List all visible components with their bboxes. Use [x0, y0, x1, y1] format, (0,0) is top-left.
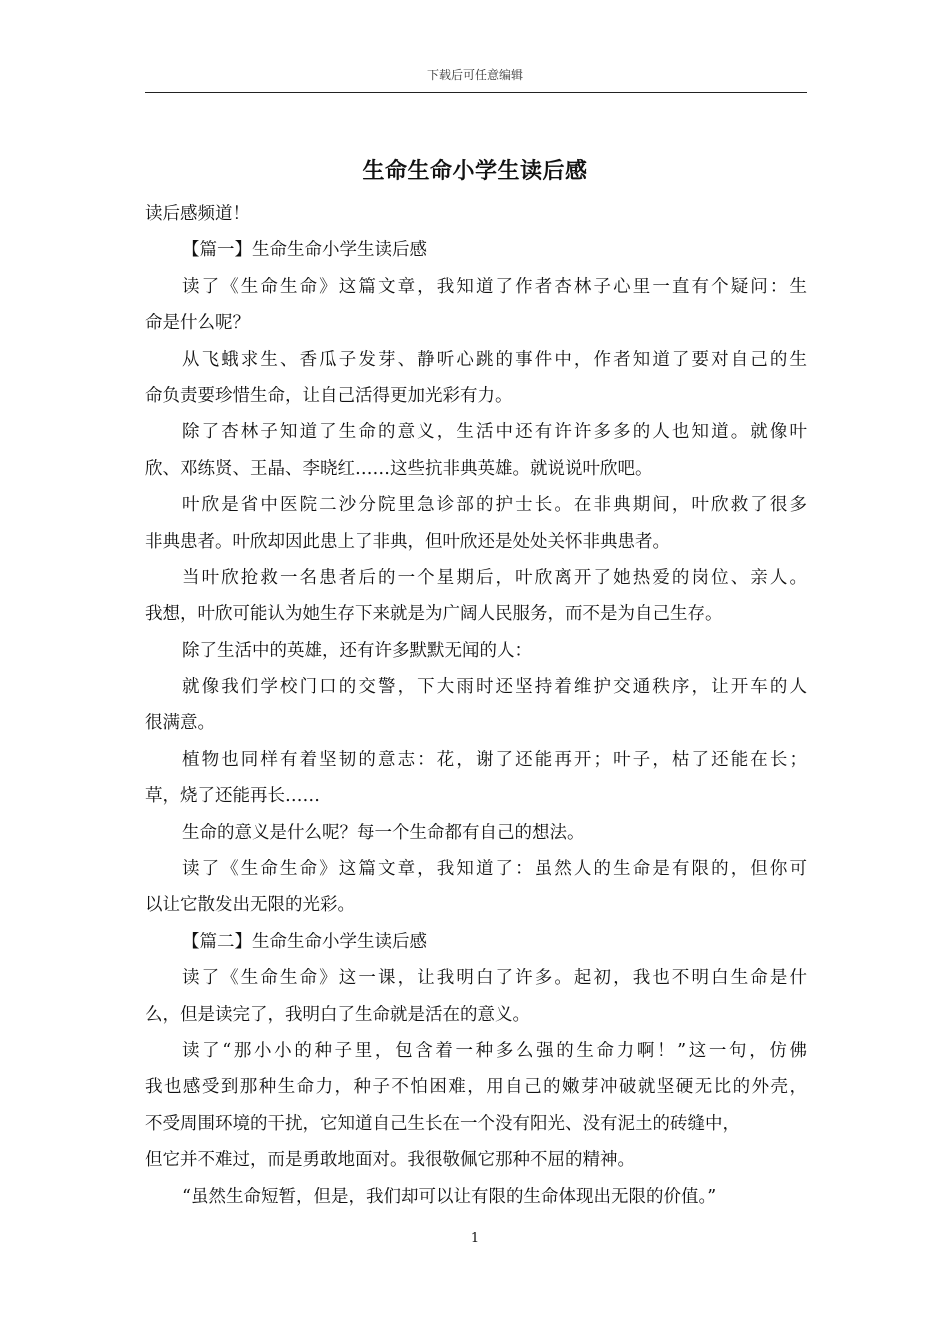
text-line: 以让它散发出无限的光彩。: [145, 895, 355, 916]
text-line: 读后感频道！: [145, 204, 250, 224]
text-line: 欣、邓练贤、王晶、李晓红……这些抗非典英雄。就说说叶欣吧。: [145, 458, 653, 479]
text-line: 草，烧了还能再长……: [145, 786, 320, 807]
text-line: 命是什么呢？: [145, 313, 250, 334]
text-line: 非典患者。叶欣却因此患上了非典，但叶欣还是处处关怀非典患者。: [145, 531, 670, 552]
text-line: 【篇二】生命生命小学生读后感: [182, 931, 427, 952]
text-line: 生命的意义是什么呢？每一个生命都有自己的想法。: [182, 822, 585, 843]
text-line: 我也感受到那种生命力，种子不怕困难，用自己的嫩芽冲破就坚硬无比的外壳，: [145, 1077, 807, 1098]
text-line: 很满意。: [145, 713, 215, 734]
document-body: [145, 196, 807, 1215]
text-line: 植物也同样有着坚韧的意志：花，谢了还能再开；叶子，枯了还能在长；: [182, 749, 807, 770]
text-line: 除了杏林子知道了生命的意义，生活中还有许许多多的人也知道。就像叶: [182, 422, 807, 443]
text-line: 当叶欣抢救一名患者后的一个星期后，叶欣离开了她热爱的岗位、亲人。: [182, 567, 807, 588]
text-line: 但它并不难过，而是勇敢地面对。我很敬佩它那种不屈的精神。: [145, 1150, 635, 1171]
page-header: 下载后可任意编辑: [426, 68, 523, 82]
document-title: 生命生命小学生读后感: [362, 158, 588, 184]
text-line: 命负责要珍惜生命，让自己活得更加光彩有力。: [145, 385, 513, 406]
text-line: 就像我们学校门口的交警，下大雨时还坚持着维护交通秩序，让开车的人: [182, 677, 807, 698]
text-line: “虽然生命短暂，但是，我们却可以让有限的生命体现出无限的价值。”: [182, 1186, 717, 1207]
text-line: 不受周围环境的干扰，它知道自己生长在一个没有阳光、没有泥土的砖缝中，: [145, 1113, 740, 1134]
text-line: 读了《生命生命》这一课，让我明白了许多。起初，我也不明白生命是什: [182, 968, 807, 989]
text-line: 从飞蛾求生、香瓜子发芽、静听心跳的事件中，作者知道了要对自己的生: [182, 349, 807, 370]
text-line: 除了生活中的英雄，还有许多默默无闻的人：: [182, 640, 532, 661]
text-line: 么，但是读完了，我明白了生命就是活在的意义。: [145, 1004, 530, 1025]
text-line: 读了《生命生命》这篇文章，我知道了作者杏林子心里一直有个疑问：生: [182, 276, 807, 297]
text-line: 【篇一】生命生命小学生读后感: [182, 240, 427, 261]
text-line: 读了《生命生命》这篇文章，我知道了：虽然人的生命是有限的，但你可: [182, 859, 807, 880]
page-number: 1: [470, 1231, 480, 1246]
text-line: 叶欣是省中医院二沙分院里急诊部的护士长。在非典期间，叶欣救了很多: [182, 495, 807, 516]
header-rule: [145, 92, 807, 93]
text-line: 我想，叶欣可能认为她生存下来就是为广阔人民服务，而不是为自己生存。: [145, 604, 723, 625]
text-line: 读了“那小小的种子里，包含着一种多么强的生命力啊！”这一句，仿佛: [182, 1040, 807, 1061]
